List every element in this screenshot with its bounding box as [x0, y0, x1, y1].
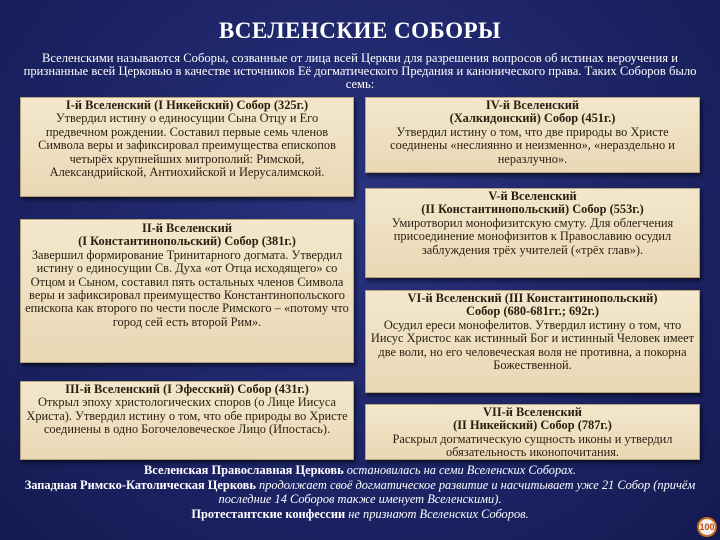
council-heading-line2: Собор (680-681гг.; 692г.): [466, 304, 599, 319]
council-card-3: [20, 381, 354, 460]
council-card-4: [365, 97, 700, 173]
council-text: Утвердил истину о единосущии Сына Отцу и Его предвечном рождении. Составил первые семь членов Символа веры и зафиксировал преимущества епископов четырёх крупнейших митрополий: Римской, Александрийской, Антиохийской и Иерусалимской.: [38, 111, 336, 180]
slide-title: ВСЕЛЕНСКИЕ СОБОРЫ: [218, 18, 502, 43]
footer-line-catholic: [20, 478, 700, 507]
council-heading: I-й Вселенский (I Никейский) Собор (325г.): [65, 98, 309, 112]
footer-protestant-name: Протестантские конфессии: [191, 506, 346, 521]
council-card-6: [365, 290, 700, 393]
footer-line-orthodox: [20, 463, 700, 478]
council-heading: VI-й Вселенский (III Константинопольский): [407, 291, 658, 305]
council-heading: VII-й Вселенский: [483, 405, 582, 419]
footer-orthodox-text: остановилась на семи Вселенских Соборах.: [343, 463, 576, 477]
intro-text: Вселенскими называются Соборы, созванные от лица всей Церкви для разрешения вопросов об истинах вероучения и признанные всей Церковью в качестве источников Её догматического Предания и канонического права. Таких Соборов было семь:: [23, 51, 697, 91]
council-card-2: [20, 219, 354, 363]
council-card-1: [20, 97, 354, 197]
council-text: Утвердил истину о том, что две природы во Христе соединены «неслиянно и неизменно», «нераздельно и неразлучно».: [390, 124, 675, 166]
council-heading: II-й Вселенский: [142, 221, 232, 235]
council-text: Раскрыл догматическую сущность иконы и утвердил обязательность иконопочитания.: [392, 431, 673, 460]
council-heading-line2: (Халкидонский) Собор (451г.): [449, 111, 616, 126]
slide-nav-button[interactable]: 100: [697, 517, 717, 537]
council-heading-line2: (II Константинопольский) Собор (553г.): [421, 202, 644, 217]
footer-notes: [20, 463, 700, 521]
council-text: Осудил ереси монофелитов. Утвердил истину о том, что Иисус Христос как истинный Бог и истинный Человек имеет две воли, но его человеческая воля не противна, а покорна Божественной.: [370, 317, 695, 373]
council-card-7: [365, 404, 700, 460]
council-heading: V-й Вселенский: [488, 189, 577, 203]
council-card-5: [365, 188, 700, 278]
footer-catholic-name: Западная Римско-Католическая Церковь: [24, 477, 256, 492]
council-text: Умиротворил монофизитскую смуту. Для облегчения присоединение монофизитов к Православию осудил заблуждения трёх учителей («трёх глав»).: [391, 215, 674, 257]
footer-line-protestant: [20, 507, 700, 522]
council-heading-line2: (I Константинопольский) Собор (381г.): [78, 234, 296, 249]
footer-protestant-text: не признают Вселенских Соборов.: [345, 506, 529, 521]
council-heading: III-й Вселенский (I Эфесский) Собор (431г.): [65, 382, 309, 396]
council-text: Открыл эпоху христологических споров (о Лице Иисуса Христа). Утвердил истину о том, что обе природы во Христе соединены в одно Богочеловеческое Лицо (Ипостась).: [26, 395, 348, 437]
council-heading-line2: (II Никейский) Собор (787г.): [453, 418, 612, 433]
council-heading: IV-й Вселенский: [485, 98, 580, 112]
council-text: Завершил формирование Тринитарного догмата. Утвердил истину о единосущии Св. Духа «от Отца исходящего» со Отцом и Сыном, составил пять остальных членов Символа веры и зафиксировал преимущество Константинопольского епископа как второго по чести после Римского – «потому что город сей есть второй Рим».: [25, 247, 349, 329]
footer-catholic-text: продолжает своё догматическое развитие и насчитывает уже 21 Собор (причём последние 14 Соборов также именует Вселенскими).: [218, 477, 696, 506]
footer-orthodox-name: Вселенская Православная Церковь: [144, 463, 344, 477]
